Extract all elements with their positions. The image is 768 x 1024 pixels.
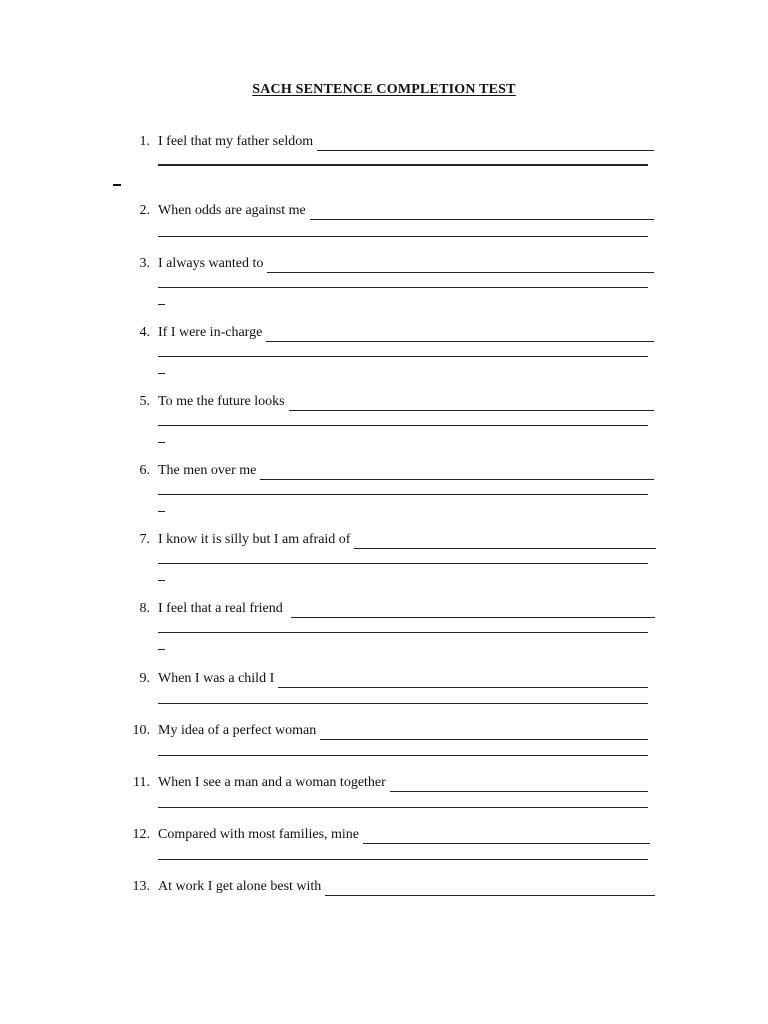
answer-line[interactable] <box>354 534 656 549</box>
answer-line-continuation[interactable] <box>158 755 648 756</box>
item-number: 5. <box>139 394 150 409</box>
answer-line[interactable] <box>289 396 654 411</box>
answer-line-tail <box>158 304 165 305</box>
item-number: 9. <box>139 671 150 686</box>
item-prompt-10 <box>158 722 648 740</box>
item-prompt-8 <box>158 600 655 618</box>
answer-line[interactable] <box>310 205 654 220</box>
item-prompt-text: To me the future looks <box>158 394 285 409</box>
item-prompt-3 <box>158 255 654 273</box>
item-prompt-text: If I were in-charge <box>158 325 263 340</box>
answer-line-tail <box>158 373 165 374</box>
answer-line-tail <box>158 442 165 443</box>
answer-line-continuation[interactable] <box>158 425 648 426</box>
item-prompt-9 <box>158 670 648 688</box>
stray-dash-mark <box>113 184 121 186</box>
item-prompt-text: At work I get alone best with <box>158 879 322 894</box>
item-number: 6. <box>139 463 150 478</box>
title-text: SACH SENTENCE COMPLETION TEST <box>252 82 516 97</box>
item-prompt-text: I know it is silly but I am afraid of <box>158 532 351 547</box>
item-prompt-12 <box>158 826 650 844</box>
answer-line[interactable] <box>390 777 648 792</box>
answer-line-continuation[interactable] <box>158 287 648 288</box>
answer-line-continuation[interactable] <box>158 807 648 808</box>
item-number: 2. <box>139 203 150 218</box>
answer-line-continuation[interactable] <box>158 236 648 237</box>
item-number: 3. <box>139 256 150 271</box>
answer-line-continuation[interactable] <box>158 164 648 166</box>
item-prompt-text: I always wanted to <box>158 256 264 271</box>
answer-line[interactable] <box>260 465 654 480</box>
item-prompt-text: My idea of a perfect woman <box>158 723 317 738</box>
item-number: 4. <box>139 325 150 340</box>
answer-line[interactable] <box>317 136 654 151</box>
item-prompt-text: Compared with most families, mine <box>158 827 360 842</box>
answer-line[interactable] <box>266 327 654 342</box>
item-number: 1. <box>139 134 150 149</box>
item-number: 7. <box>139 532 150 547</box>
item-number: 13. <box>132 879 150 894</box>
answer-line[interactable] <box>325 881 655 896</box>
answer-line[interactable] <box>363 829 650 844</box>
answer-line-continuation[interactable] <box>158 632 648 633</box>
item-number: 8. <box>139 601 150 616</box>
answer-line[interactable] <box>291 603 655 618</box>
answer-line-tail <box>158 511 165 512</box>
item-prompt-13 <box>158 878 655 896</box>
item-prompt-11 <box>158 774 648 792</box>
document-title <box>0 82 768 98</box>
item-prompt-text: I feel that a real friend <box>158 601 283 616</box>
answer-line[interactable] <box>278 673 648 688</box>
answer-line-continuation[interactable] <box>158 703 648 704</box>
answer-line[interactable] <box>267 258 654 273</box>
answer-line-continuation[interactable] <box>158 356 648 357</box>
item-prompt-2 <box>158 202 654 220</box>
answer-line-continuation[interactable] <box>158 563 648 564</box>
item-prompt-6 <box>158 462 654 480</box>
item-prompt-text: When I was a child I <box>158 671 275 686</box>
item-prompt-7 <box>158 531 656 549</box>
answer-line-tail <box>158 649 165 650</box>
answer-line-continuation[interactable] <box>158 494 648 495</box>
item-number: 10. <box>132 723 150 738</box>
item-number: 12. <box>132 827 150 842</box>
item-prompt-text: I feel that my father seldom <box>158 134 314 149</box>
item-prompt-4 <box>158 324 654 342</box>
item-prompt-text: The men over me <box>158 463 257 478</box>
answer-line[interactable] <box>320 725 648 740</box>
item-prompt-text: When odds are against me <box>158 203 306 218</box>
item-prompt-5 <box>158 393 654 411</box>
item-prompt-1 <box>158 133 654 151</box>
answer-line-continuation[interactable] <box>158 859 648 860</box>
item-prompt-text: When I see a man and a woman together <box>158 775 386 790</box>
item-number: 11. <box>133 775 150 790</box>
answer-line-tail <box>158 580 165 581</box>
